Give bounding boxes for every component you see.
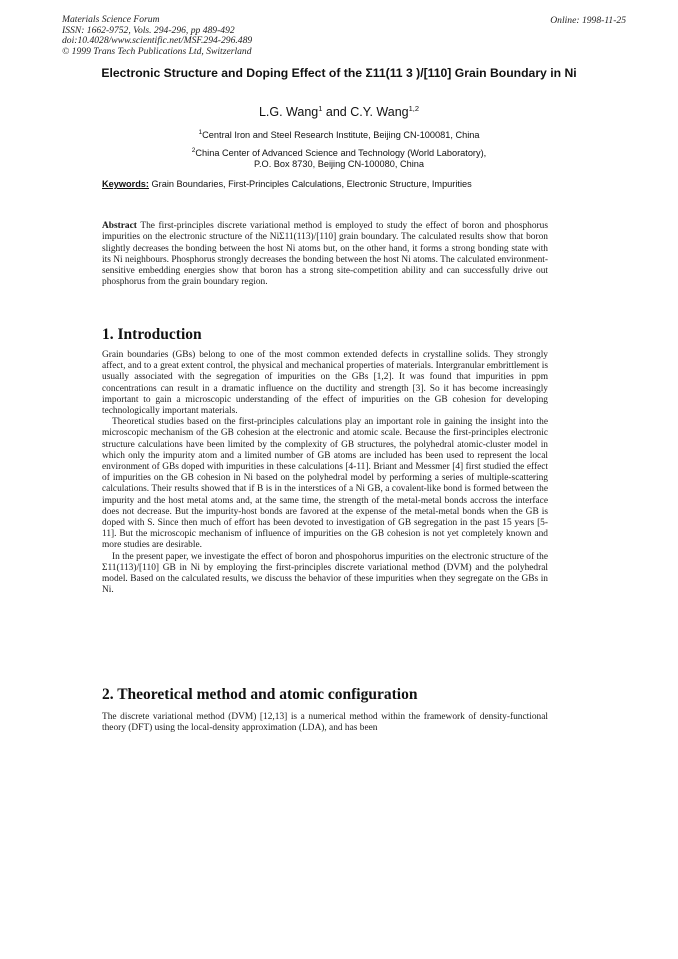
affiliation-1: [80, 127, 598, 141]
author-name: L.G. Wang: [258, 105, 319, 120]
abstract-text: The first-principles discrete variational method is employed to study the effect of boron and phosphorus impurities on the electronic structure of the NiΣ11(113)/[110] grain boundary. The calculated results show that boron slightly decreases the bonding between the host Ni atoms but, on the other hand, it forms a strong bonding state with its Ni neighbours. Phosphorus strongly decreases the bonding between the host Ni atoms. The calculated environment-sensitive embedding energies show that boron has a strong site-competition ability and can successfully drive out phosphorus from the grain boundary region.: [102, 221, 548, 288]
section-body-introduction: [102, 350, 548, 596]
issn-line: ISSN: 1662-9752, Vols. 294-296, pp 489-492: [62, 24, 235, 36]
keywords-label: Keywords:: [102, 179, 149, 189]
affiliation-mark: 2: [191, 147, 196, 154]
keywords-text: Grain Boundaries, First-Principles Calculations, Electronic Structure, Impurities: [148, 179, 472, 189]
abstract: [102, 221, 548, 289]
affiliation-address: P.O. Box 8730, Beijing CN-100080, China: [254, 159, 424, 170]
paragraph: Grain boundaries (GBs) belong to one of the most common extended defects in crystalline solids. They strongly affect, and to a great extent control, the physical and mechanical properties of materials. Intergranular embrittlement is usually associated with the segregation of impurities on the GBs [1,2]. It was found that impurities in ppm concentrations can result in a dramatic influence on the ductility and strength [3]. So it has become increasingly important to gain a microscopic understanding of the effect of impurities on the GB cohesion for developing technologically important materials.: [102, 350, 548, 417]
author-affiliation-mark: 1,2: [408, 104, 420, 113]
affiliation-text: China Center of Advanced Science and Technology (World Laboratory),: [195, 148, 487, 159]
section-heading-introduction: 1. Introduction: [102, 326, 202, 343]
affiliation-text: Central Iron and Steel Research Institute, Beijing CN-100081, China: [202, 130, 480, 141]
author-line: [80, 104, 598, 119]
doi-link[interactable]: doi:10.4028/www.scientific.net/MSF.294-296.489: [62, 35, 253, 47]
author-name: C.Y. Wang: [350, 105, 409, 120]
paper-title: Electronic Structure and Doping Effect of the Σ11(11 3 )/[110] Grain Boundary in Ni: [101, 66, 577, 80]
paragraph: In the present paper, we investigate the effect of boron and phospohorus impurities on the electronic structure of the Σ11(113)/[110] GB in Ni by employing the first-principles discrete variational method (DVM) and the polyhedral model. Based on the calculated results, we discuss the behavior of these impurities when they segregate on the GBs in Ni.: [102, 551, 548, 596]
copyright-line: © 1999 Trans Tech Publications Ltd, Switzerland: [62, 45, 252, 57]
abstract-label: Abstract: [102, 221, 137, 231]
publication-info: [62, 15, 362, 57]
author-separator: and: [322, 105, 351, 120]
affiliation-mark: 1: [198, 129, 203, 136]
keywords: [102, 179, 582, 189]
paragraph: Theoretical studies based on the first-principles calculations play an important role in gaining the insight into the microscopic mechanism of the GB cohesion at the electronic and atomic scale. Because the first-principles electronic structure calculations have been limited by the complexity of GB structures, the polyhedral atomic-cluster model in which only the impurity atom and a limited number of GB atoms are included has been used to represent the local environment of GBs doped with impurities in these calculations [4-11]. Briant and Messmer [4] first studied the effect of impurities on the GB cohesion in Ni based on the polyhedral model by performing a series of multiple-scattering calculations. Their results showed that if B is in the interstices of a Ni GB, a covalent-like bond is formed between the impurity and the host metal atoms and, at the same time, the strength of the metal-metal bonds accross the interface does not decrease. But the impurity-host bonds are favored at the expense of the metal-metal bonds when the GB is doped with S. Since then much of effort has been devoted to investigation of GB segregation in the past 15 years [5-11]. But the microscopic mechanism of influence of impurities on the GB cohesion is not yet completely known and more studies are desirable.: [102, 417, 548, 551]
affiliation-2: [80, 145, 598, 170]
author-affiliation-mark: 1: [318, 104, 323, 113]
paragraph: The discrete variational method (DVM) [12,13] is a numerical method within the framework of density-functional theory (DFT) using the local-density approximation (LDA), and has been: [102, 712, 548, 734]
online-date: Online: 1998-11-25: [550, 15, 626, 26]
section-heading-theoretical-method: 2. Theoretical method and atomic configuration: [102, 686, 418, 703]
section-body-theoretical-method: [102, 712, 548, 734]
journal-name: Materials Science Forum: [62, 14, 160, 25]
